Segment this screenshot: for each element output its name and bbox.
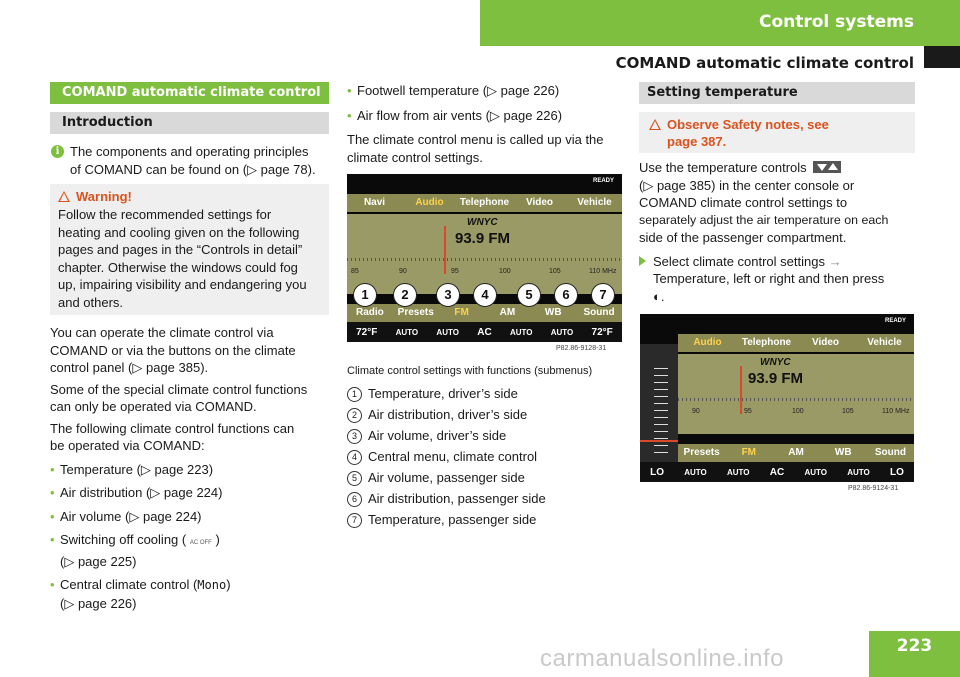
legend-item: 1 Temperature, driver’s side	[347, 383, 627, 404]
menu-video: Video	[525, 197, 554, 208]
section-heading: COMAND automatic climate control	[50, 82, 329, 104]
comand-screen-1	[347, 174, 622, 342]
warning-box	[50, 184, 329, 315]
header-tab	[924, 46, 960, 68]
climate-bar: 72°F AUTO AUTO AC AUTO AUTO 72°F	[347, 322, 622, 342]
info-note	[50, 143, 329, 178]
ready-indicator: READY	[884, 318, 906, 324]
comand-screen-2	[640, 314, 914, 482]
step-arrow-icon	[639, 256, 646, 266]
bullet-item: • Air volume (▷ page 224)	[50, 508, 329, 526]
paragraph-1: You can operate the climate control via COMAND or via the buttons on the climate control panel (▷ page 385).	[50, 325, 296, 375]
legend-item: 4 Central menu, climate control	[347, 446, 627, 467]
warning-line: and others.	[58, 294, 124, 310]
radio-display: WNYC 93.9 FM 85 90 95 100 105 110 MHz	[347, 214, 622, 294]
info-text-1: The components and operating principles	[70, 144, 309, 159]
warning-line: pages and pages in the “Controls in detail”	[58, 242, 303, 257]
frequency-scale	[347, 258, 622, 261]
info-text-2: of COMAND can be found on (▷ page 78).	[70, 161, 316, 177]
temperature-indicator	[640, 440, 678, 442]
paragraph: Use the temperature controls (▷ page 385) in the center console or COMAND climate control settings to separately adjust the air temperature on each side of the passenger compartment.	[639, 160, 889, 245]
column-3	[639, 82, 915, 305]
column-2	[347, 82, 623, 166]
sub-menu: Presets FM AM WB Sound	[678, 444, 914, 462]
temperature-control-icon	[813, 161, 841, 173]
mono-label: Mono	[197, 578, 227, 592]
figure-caption: Climate control settings with functions (submenus)	[347, 365, 593, 377]
callout-6: 6	[554, 283, 578, 307]
warning-icon	[58, 191, 70, 202]
warning-icon	[649, 119, 661, 130]
legend-item: 7 Temperature, passenger side	[347, 509, 627, 530]
menu-navi: Navi	[363, 197, 386, 208]
paragraph: The climate control menu is called up via the climate control settings.	[347, 132, 604, 165]
warning-line: chapter. Otherwise the windows could fog	[58, 259, 298, 275]
setting-temperature-heading: Setting temperature	[639, 82, 915, 104]
warning-line: up, impairing visibility and endangering you	[58, 277, 307, 292]
station-name: WNYC	[467, 217, 498, 228]
page-number: 223	[896, 636, 933, 656]
safety-note: Observe Safety notes, see page 387.	[639, 112, 915, 153]
ac-off-icon: AC OFF	[189, 540, 212, 546]
legend	[347, 364, 627, 530]
callout-2: 2	[393, 283, 417, 307]
callout-3: 3	[436, 283, 460, 307]
figure-code: P82.86-9128-31	[556, 345, 607, 352]
instruction-step: Select climate control settings → Temperature, left or right and then press ◐.	[639, 253, 915, 306]
sub-menu: Radio Presets FM AM WB Sound	[347, 304, 622, 322]
bullet-item: • Central climate control (Mono) (▷ page 226)	[50, 576, 329, 612]
menu-vehicle: Vehicle	[577, 197, 612, 208]
watermark: carmanualsonline.info	[540, 645, 784, 672]
climate-bar: LO AUTO AUTO AC AUTO AUTO LO	[640, 462, 914, 482]
bullet-item: • Switching off cooling ( AC OFF ) (▷ page 225)	[50, 531, 329, 570]
main-menu	[347, 194, 622, 212]
main-menu: Audio Telephone Video Vehicle	[678, 334, 914, 352]
figure-code: P82.86-9124-31	[848, 485, 899, 492]
radio-display: WNYC 93.9 FM 90 95 100 105 110 MHz	[678, 354, 914, 434]
legend-item: 5 Air volume, passenger side	[347, 467, 627, 488]
legend-item: 3 Air volume, driver’s side	[347, 425, 627, 446]
column-1	[50, 82, 329, 612]
callout-5: 5	[517, 283, 541, 307]
controller-press-icon: ◐.	[653, 288, 665, 304]
tuning-needle	[444, 226, 446, 274]
subsection-title: COMAND automatic climate control	[615, 54, 914, 72]
callout-4: 4	[473, 283, 497, 307]
bullet-item: • Temperature (▷ page 223)	[50, 461, 329, 479]
callout-1: 1	[353, 283, 377, 307]
bullet-item: • Footwell temperature (▷ page 226)	[347, 82, 623, 100]
warning-title: Warning!	[76, 189, 132, 204]
frequency: 93.9 FM	[455, 230, 511, 247]
menu-audio: Audio	[415, 197, 444, 208]
bullet-item: • Air distribution (▷ page 224)	[50, 484, 329, 502]
intro-heading: Introduction	[50, 112, 329, 134]
warning-line: Follow the recommended settings for	[58, 207, 272, 222]
paragraph-3: The following climate control functions can be operated via COMAND:	[50, 420, 295, 453]
warning-line: heating and cooling given on the following	[58, 224, 300, 240]
paragraph-2: Some of the special climate control functions can only be operated via COMAND.	[50, 381, 308, 414]
callout-7: 7	[591, 283, 615, 307]
menu-telephone: Telephone	[459, 197, 510, 208]
legend-item: 6 Air distribution, passenger side	[347, 488, 627, 509]
legend-item: 2 Air distribution, driver’s side	[347, 404, 627, 425]
bullet-item: • Air flow from air vents (▷ page 226)	[347, 107, 623, 125]
info-icon: i	[51, 145, 64, 158]
ready-indicator: READY	[592, 178, 614, 184]
section-title: Control systems	[758, 12, 914, 32]
